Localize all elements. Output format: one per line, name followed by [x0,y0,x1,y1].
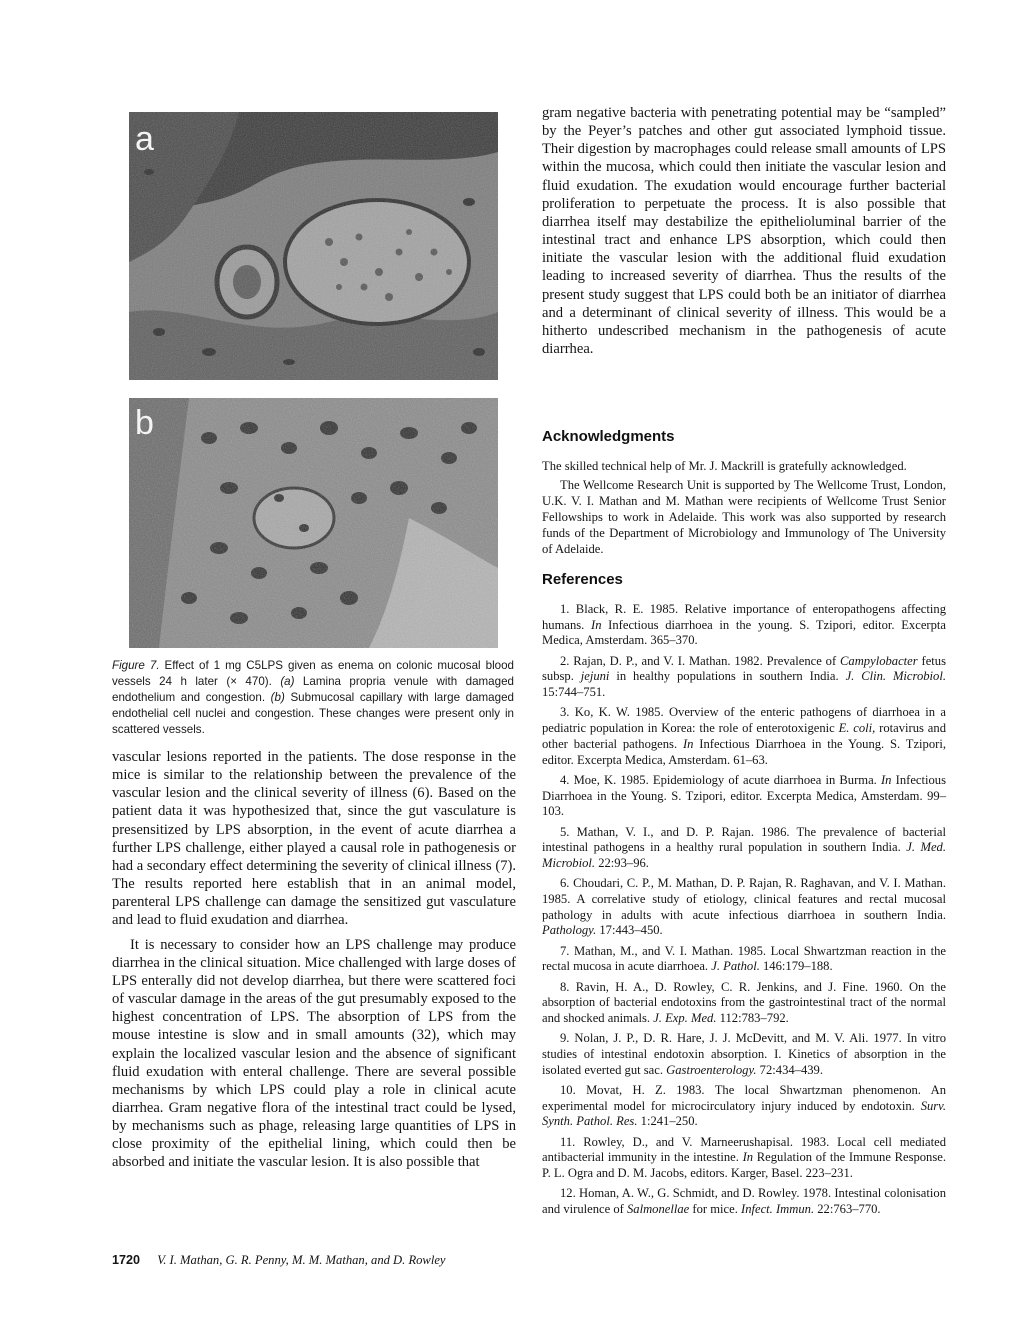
running-authors: V. I. Mathan, G. R. Penny, M. M. Mathan, and D. Rowley [157,1253,446,1267]
micrograph-a-image [129,112,498,380]
references-list [542,602,946,1222]
reference-item: 3. Ko, K. W. 1985. Overview of the enteric pathogens of diarrhoea in a pediatric population in Korea: the role of enterotoxigenic E. coli, rotavirus and other bacterial pathogens. In Infectious Diarrhoea in the Young. S. Tzipori, editor. Excerpta Medica, Amsterdam. 61–63. [542,705,946,767]
page-number: 1720 [112,1253,141,1267]
reference-item: 8. Ravin, H. A., D. Rowley, C. R. Jenkins, and J. Fine. 1960. On the absorption of bacterial endotoxins from the gastrointestinal tract of the normal and shocked animals. J. Exp. Med. 112:783–792. [542,979,946,1026]
figure-caption [112,658,514,738]
body-paragraph: vascular lesions reported in the patients. The dose response in the mice is similar to the relationship between the prevalence of the vascular lesion and the clinical severity of illness (6). Based on the patient data it was hypothesized that, since the gut vasculature is presensitized by LPS absorption, in the event of acute diarrhea a further LPS challenge, either played a causal role in pathogenesis or had a secondary effect determining the severity of clinical illness (7). The results reported here establish that in an animal model, parenteral LPS challenge can damage the sensitized gut vasculature and lead to fluid exudation and diarrhea. [112,749,516,929]
caption-text-1: Effect of 1 mg C5LPS given as enema on colonic mucosal blood vessels 24 h later (× 470). [112,659,514,688]
body-paragraph: It is necessary to consider how an LPS challenge may produce diarrhea in the clinical situation. Mice challenged with large doses of LPS enterally did not develop diarrhea, but there were scattered foci of vascular damage in the areas of the gut presumably exposed to the highest concentration of LPS. The absorption of LPS from the mouse intestine is slow and in small amounts (32), which may explain the localized vascular lesion and the absence of significant fluid exudation with enteral challenge. There are several possible mechanisms by which LPS could play a role in clinical acute diarrhea. Gram negative flora of the intestinal tract could be lysed, by mechanisms such as phage, releasing large quantities of LPS in close proximity of the epithelial lining, which could then be absorbed and initiate the vascular lesion. It is also possible that [112,936,516,1171]
reference-item: 10. Movat, H. Z. 1983. The local Shwartzman phenomenon. An experimental model for microcirculatory injury induced by endotoxin. Surv. Synth. Pathol. Res. 1:241–250. [542,1083,946,1129]
acknowledgments-heading: Acknowledgments [542,428,675,445]
reference-item: 2. Rajan, D. P., and V. I. Mathan. 1982. Prevalence of Campylobacter fetus subsp. jejuni in healthy populations in southern India. J. Clin. Microbiol. 15:744–751. [542,653,946,700]
reference-item: 1. Black, R. E. 1985. Relative importance of enteropathogens affecting humans. In Infectious diarrhoea in the young. S. Tzipori, editor. Excerpta Medica, Amsterdam. 365–370. [542,602,946,648]
reference-item: 7. Mathan, M., and V. I. Mathan. 1985. Local Shwartzman reaction in the rectal mucosa in acute diarrhoea. J. Pathol. 146:179–188. [542,943,946,974]
figure-7b-micrograph [129,398,498,648]
caption-figure-label: Figure 7. [112,659,160,672]
caption-text-3: Submucosal capillary with large damaged endothelial cell nuclei and congestion. These changes were present only in scattered vessels. [112,691,514,736]
acknowledgment-paragraph: The Wellcome Research Unit is supported by The Wellcome Trust, London, U.K. V. I. Mathan and M. Mathan were recipients of Wellcome Trust Senior Fellowships to work in Adelaide. This work was also supported by research funds of the Department of Microbiology and Immunology of The University of Adelaide. [542,477,946,556]
panel-a-label: a [135,120,154,158]
references-heading: References [542,571,623,588]
body-paragraph: gram negative bacteria with penetrating potential may be “sampled” by the Peyer’s patches and other gut associated lymphoid tissue. Their digestion by macrophages could release small amounts of LPS within the mucosa, which could then initiate the vascular lesion and fluid exudation. The exudation would encourage further bacterial proliferation to perpetuate the process. It is also possible that diarrhea itself may destabilize the epithelioluminal barrier of the intestinal tract and enhance LPS absorption, which could then initiate the vascular lesion with the additional fluid exudation leading to increased severity of diarrhea. Thus the results of the present study suggest that LPS could both be an initiator of diarrhea and a determinant of clinical severity of illness. This would be a hitherto undescribed mechanism in the pathogenesis of acute diarrhea. [542,105,946,358]
reference-item: 11. Rowley, D., and V. Marneerushapisal. 1983. Local cell mediated antibacterial immunity in the intestine. In Regulation of the Immune Response. P. L. Ogra and D. M. Jacobs, editors. Karger, Basel. 223–231. [542,1134,946,1181]
left-column [112,748,516,1172]
reference-item: 9. Nolan, J. P., D. R. Hare, J. J. McDevitt, and M. V. Ali. 1977. In vitro studies of intestinal endotoxin absorption. I. Kinetics of absorption in the isolated everted gut sac. Gastroenterology. 72:434–439. [542,1031,946,1077]
caption-text-2: Lamina propria venule with damaged endothelium and congestion. [112,675,514,704]
caption-b-label: (b) [270,691,285,704]
right-column [542,104,946,358]
panel-b-label: b [135,404,154,442]
acknowledgment-paragraph: The skilled technical help of Mr. J. Mackrill is gratefully acknowledged. [542,459,907,473]
micrograph-b-image [129,398,498,648]
reference-item: 6. Choudari, C. P., M. Mathan, D. P. Rajan, R. Raghavan, and V. I. Mathan. 1985. A correlative study of etiology, clinical features and rectal mucosal pathology in adults with acute infectious diarrhoea in southern India. Pathology. 17:443–450. [542,876,946,938]
acknowledgments-section [542,459,946,557]
reference-item: 4. Moe, K. 1985. Epidemiology of acute diarrhoea in Burma. In Infectious Diarrhoea in the Young. S. Tzipori, editor. Excerpta Medica, Amsterdam. 99–103. [542,772,946,819]
caption-a-label: (a) [280,675,295,688]
reference-item: 12. Homan, A. W., G. Schmidt, and D. Rowley. 1978. Intestinal colonisation and virulence of Salmonellae for mice. Infect. Immun. 22:763–770. [542,1186,946,1217]
figure-7a-micrograph [129,112,498,380]
page-footer [112,1253,446,1268]
reference-item: 5. Mathan, V. I., and D. P. Rajan. 1986. The prevalence of bacterial intestinal pathogens in a healthy rural population in southern India. J. Med. Microbiol. 22:93–96. [542,824,946,870]
